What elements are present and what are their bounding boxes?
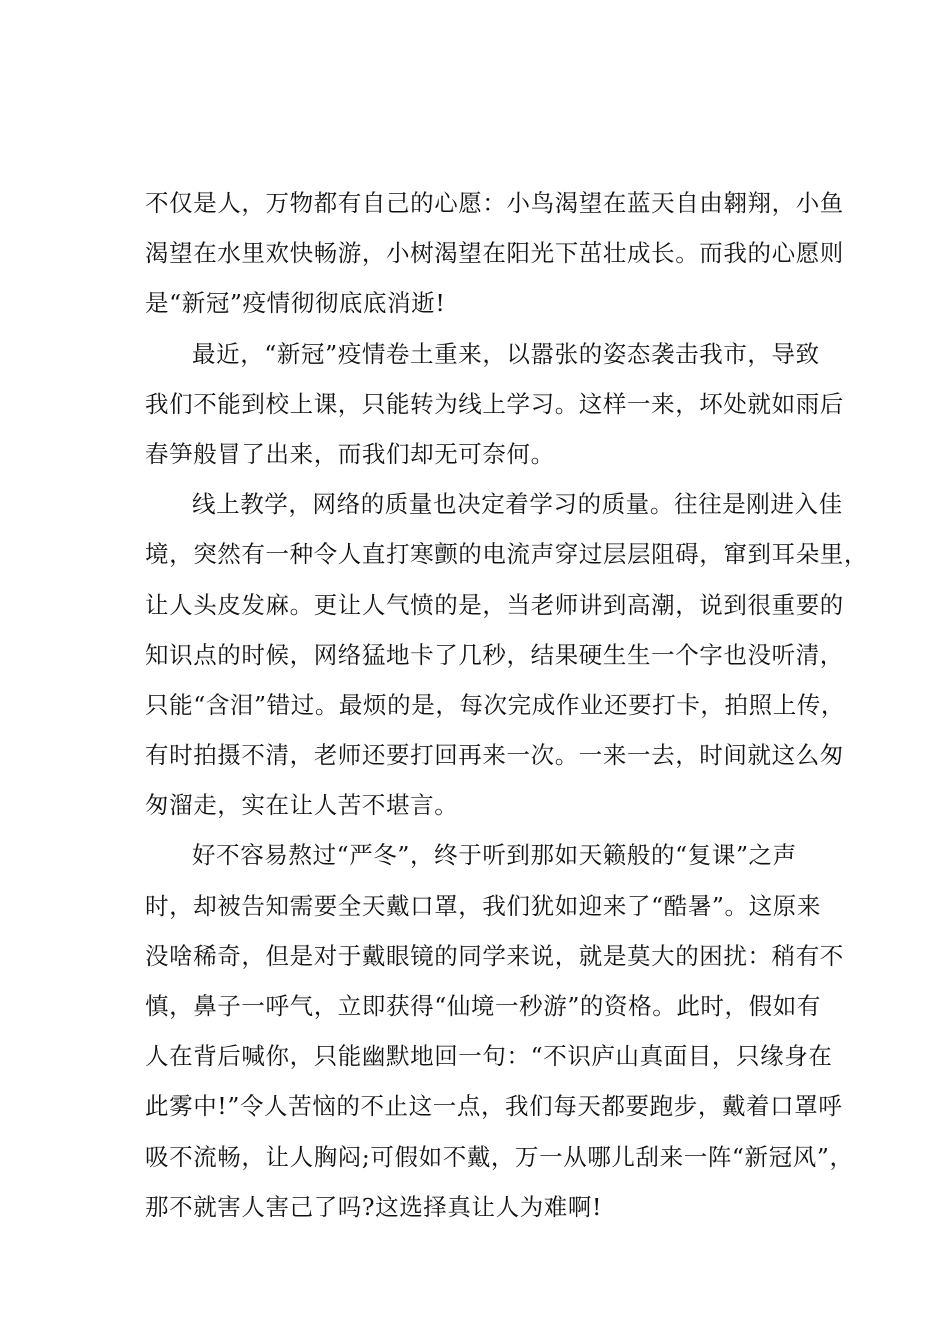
text-line: 慎，鼻子一呼气，立即获得“仙境一秒游”的资格。此时，假如有	[145, 992, 821, 1020]
essay-body	[145, 178, 868, 1232]
text-line: 我们不能到校上课，只能转为线上学习。这样一来，坏处就如雨后	[145, 389, 844, 418]
text-line: 此雾中!”令人苦恼的不止这一点，我们每天都要跑步，戴着口罩呼	[145, 1092, 843, 1121]
text-line: 春笋般冒了出来，而我们却无可奈何。	[145, 439, 555, 468]
text-line: 让人头皮发麻。更让人气愤的是，当老师讲到高潮，说到很重要的	[145, 590, 844, 619]
text-line: 有时拍摄不清，老师还要打回再来一次。一来一去，时间就这么匆	[145, 741, 844, 770]
paragraph-3	[145, 479, 868, 830]
paragraph-2	[145, 329, 844, 480]
text-line: 只能“含泪”错过。最烦的是，每次完成作业还要打卡，拍照上传，	[145, 690, 846, 719]
text-line: 时，却被告知需要全天戴口罩，我们犹如迎来了“酷暑”。这原来	[145, 891, 821, 920]
text-line: 境，突然有一种令人直打寒颤的电流声穿过层层阻碍，窜到耳朵里，	[145, 540, 868, 569]
text-line: 线上教学，网络的质量也决定着学习的质量。往往是刚进入佳	[192, 490, 843, 519]
text-line: 匆溜走，实在让人苦不堪言。	[145, 791, 459, 820]
text-line: 最近，“新冠”疫情卷土重来，以嚣张的姿态袭击我市，导致	[192, 339, 820, 368]
text-line: 不仅是人，万物都有自己的心愿：小鸟渴望在蓝天自由翱翔，小鱼	[145, 189, 844, 217]
text-line: 知识点的时候，网络猛地卡了几秒，结果硬生生一个字也没听清，	[145, 640, 844, 669]
text-line: 好不容易熬过“严冬”，终于听到那如天籁般的“复课”之声	[192, 841, 797, 870]
paragraph-4	[145, 830, 854, 1232]
text-line: 是“新冠”疫情彻彻底底消逝!	[145, 289, 446, 318]
text-line: 吸不流畅，让人胸闷;可假如不戴，万一从哪儿刮来一阵“新冠风”，	[145, 1142, 854, 1171]
paragraph-1	[145, 178, 844, 329]
text-line: 那不就害人害己了吗?这选择真让人为难啊!	[145, 1192, 603, 1221]
text-line: 渴望在水里欢快畅游，小树渴望在阳光下茁壮成长。而我的心愿则	[145, 239, 844, 268]
text-line: 人在背后喊你，只能幽默地回一句：“不识庐山真面目，只缘身在	[145, 1042, 833, 1071]
text-line: 没啥稀奇，但是对于戴眼镜的同学来说，就是莫大的困扰：稍有不	[145, 941, 844, 970]
